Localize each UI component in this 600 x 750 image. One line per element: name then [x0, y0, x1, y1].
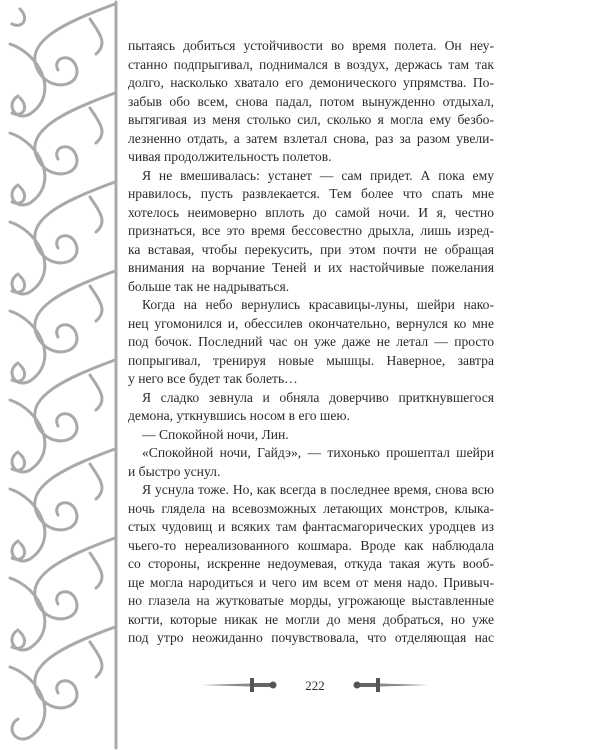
- text-line: лезненно отдать, а затем взлетал снова, раз за разом увели-: [128, 130, 494, 146]
- text-line: «Спокойной ночи, Гайдэ», — тихонько прошептал шейри: [142, 445, 494, 460]
- text-line: стых чудовищ и всяких там фантасмагорических уродцев из: [128, 519, 494, 534]
- text-line: вытягивая из меня столько сил, сколько я могла ему безбо-: [128, 112, 494, 127]
- text-line: внимания на ворчание Теней и их настойчивые пожелания: [128, 260, 494, 275]
- text-line: демона, уткнувшись носом в его шею.: [128, 408, 350, 423]
- text-line: чивая продолжительность полетов.: [128, 149, 332, 164]
- text-line: у него все будет так болеть…: [128, 371, 298, 386]
- text-line: нец угомонился и, обессилев окончательно, вернулся ко мне: [128, 315, 494, 331]
- ornament-swirls: [10, 2, 116, 748]
- body-text: [128, 37, 494, 648]
- text-line: Я не вмешивалась: устанет — сам придет. А пока ему: [142, 167, 494, 183]
- decorative-border-ornament: [0, 0, 118, 750]
- text-line: ка вставая, чтобы перекусить, при этом почти не обращая: [128, 241, 494, 257]
- text-line: больше так не надрываться.: [128, 278, 290, 294]
- text-line: под бочок. Последний час он уже даже не летал — просто: [128, 334, 494, 349]
- page-footer: [200, 672, 430, 700]
- text-line: но глазела на жутковатые морды, угрожающе выставленные: [128, 593, 494, 608]
- text-line: попрыгивал, тренируя новые мышцы. Наверное, завтра: [128, 352, 494, 368]
- text-line: ночь глядела на всевозможных летающих монстров, клыка-: [128, 500, 494, 516]
- text-line: со стороны, искренне недоумевая, откуда такая жуть вооб-: [128, 556, 494, 571]
- text-line: нравилось, пусть развлекается. Тем более что спать мне: [128, 186, 494, 201]
- text-line: пытаясь добиться устойчивости во время полета. Он неу-: [128, 38, 494, 53]
- text-line: хотелось неимоверно вплоть до самой ночи. И я, честно: [128, 204, 494, 220]
- text-line: Я сладко зевнула и обняла доверчиво приткнувшегося: [142, 389, 494, 405]
- dagger-right-icon: [350, 676, 430, 694]
- text-line: чьего-то нереализованного кошмара. Вроде как наблюдала: [128, 537, 494, 553]
- text-line: под утро неожиданно почувствовала, что отделяющая нас: [128, 630, 494, 645]
- text-line: забыв обо всем, снова падал, потом вынужденно отдыхал,: [128, 93, 494, 109]
- text-line: — Спокойной ночи, Лин.: [142, 426, 289, 442]
- text-line: когти, которые никак не могли до меня добраться, но уже: [128, 611, 494, 627]
- text-line: ще могла народиться и чего им всем от меня надо. Привыч-: [128, 574, 494, 590]
- text-line: признаться, все это время бессовестно дрыхла, лишь изред-: [128, 223, 494, 238]
- text-line: Когда на небо вернулись красавицы-луны, шейри нако-: [142, 297, 494, 312]
- page-number: 222: [305, 678, 325, 693]
- text-line: станно подпрыгивал, поднимался в воздух, держась там так: [128, 56, 494, 72]
- text-line: и быстро уснул.: [128, 463, 221, 479]
- text-line: долго, насколько хватало его демонического упрямства. По-: [128, 75, 494, 90]
- text-line: Я уснула тоже. Но, как всегда в последнее время, снова всю: [142, 482, 494, 497]
